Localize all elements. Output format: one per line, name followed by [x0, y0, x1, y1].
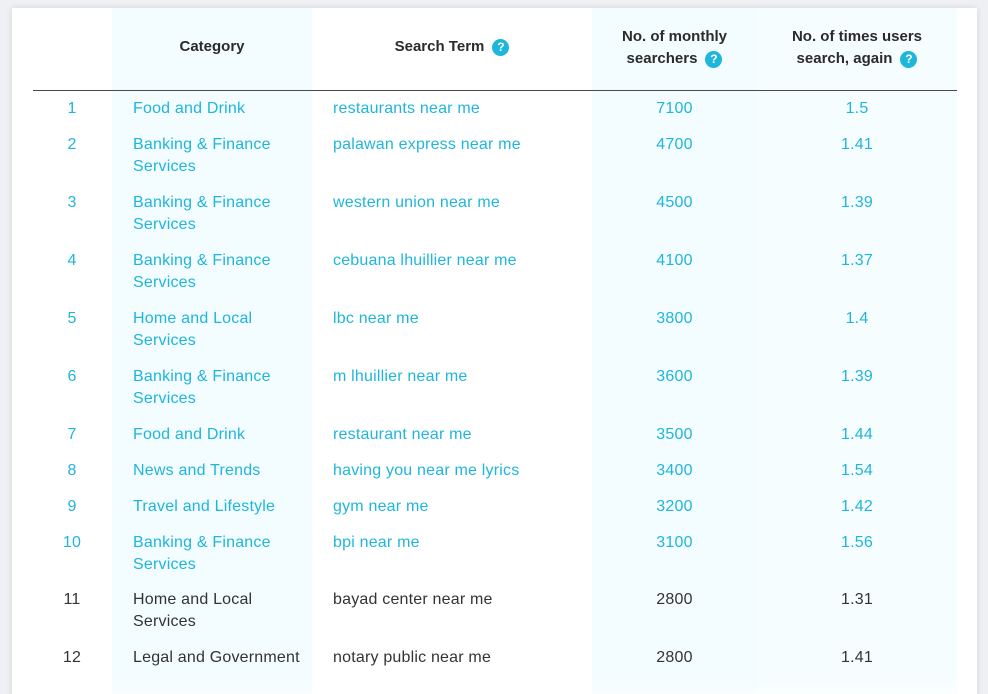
- category-cell: Home and Local Services: [133, 591, 253, 630]
- header-again-line2: search, again: [796, 50, 893, 67]
- search-again-cell: 1.31: [841, 591, 873, 608]
- rank-number: 1: [67, 100, 77, 117]
- rank-number: 12: [62, 649, 82, 666]
- help-icon[interactable]: ?: [900, 51, 917, 68]
- header-again-line1: No. of times users: [791, 28, 923, 45]
- search-term-cell[interactable]: restaurant near me: [333, 426, 472, 443]
- category-cell[interactable]: Banking & Finance Services: [133, 194, 271, 233]
- rank-number: 6: [67, 368, 77, 385]
- help-icon[interactable]: ?: [492, 39, 509, 56]
- header-monthly-searchers: [592, 26, 757, 70]
- monthly-searchers-cell: 3600: [656, 368, 693, 385]
- monthly-searchers-cell: 3100: [656, 534, 693, 551]
- monthly-searchers-cell: 7100: [656, 100, 693, 117]
- rank-number: 4: [67, 252, 77, 269]
- header-category-label: Category: [179, 38, 245, 55]
- category-cell[interactable]: Banking & Finance Services: [133, 534, 271, 573]
- search-again-cell: 1.4: [845, 310, 869, 327]
- category-cell[interactable]: News and Trends: [133, 462, 261, 479]
- search-term-cell[interactable]: having you near me lyrics: [333, 462, 520, 479]
- category-cell[interactable]: Banking & Finance Services: [133, 136, 271, 175]
- category-cell[interactable]: Home and Local Services: [133, 310, 253, 349]
- search-again-cell: 1.56: [841, 534, 873, 551]
- header-divider: [33, 90, 957, 91]
- search-again-cell: 1.54: [841, 462, 873, 479]
- category-cell[interactable]: Banking & Finance Services: [133, 368, 271, 407]
- search-again-cell: 1.39: [841, 194, 873, 211]
- search-again-cell: 1.42: [841, 498, 873, 515]
- search-term-cell[interactable]: restaurants near me: [333, 100, 480, 117]
- header-monthly-line2: searchers: [626, 50, 698, 67]
- monthly-searchers-cell: 3200: [656, 498, 693, 515]
- search-again-cell: 1.44: [841, 426, 873, 443]
- category-cell[interactable]: Travel and Lifestyle: [133, 498, 276, 515]
- header-search-term-label: Search Term: [394, 38, 485, 55]
- header-search-term: [312, 36, 592, 58]
- category-cell: Legal and Government: [133, 649, 300, 666]
- search-again-cell: 1.41: [841, 649, 873, 666]
- search-again-cell: 1.41: [841, 136, 873, 153]
- monthly-searchers-cell: 2800: [656, 591, 693, 608]
- monthly-searchers-cell: 3400: [656, 462, 693, 479]
- header-monthly-line1: No. of monthly: [622, 28, 727, 45]
- rank-number: 9: [67, 498, 77, 515]
- category-cell[interactable]: Food and Drink: [133, 426, 246, 443]
- search-term-cell: notary public near me: [333, 649, 492, 666]
- rank-number: 3: [67, 194, 77, 211]
- monthly-searchers-cell: 4700: [656, 136, 693, 153]
- search-term-cell[interactable]: gym near me: [333, 498, 429, 515]
- category-cell[interactable]: Food and Drink: [133, 100, 246, 117]
- search-term-cell[interactable]: western union near me: [333, 194, 500, 211]
- search-term-cell[interactable]: bpi near me: [333, 534, 420, 551]
- rank-number: 2: [67, 136, 77, 153]
- search-term-cell[interactable]: palawan express near me: [333, 136, 521, 153]
- rank-number: 10: [62, 534, 82, 551]
- rank-number: 11: [63, 591, 81, 608]
- search-term-cell[interactable]: m lhuillier near me: [333, 368, 468, 385]
- search-again-cell: 1.37: [841, 252, 873, 269]
- monthly-searchers-cell: 3800: [656, 310, 693, 327]
- monthly-searchers-cell: 3500: [656, 426, 693, 443]
- rank-number: 8: [67, 462, 77, 479]
- search-again-cell: 1.5: [845, 100, 869, 117]
- search-term-cell: bayad center near me: [333, 591, 493, 608]
- header-category: [112, 36, 312, 58]
- search-term-cell[interactable]: lbc near me: [333, 310, 419, 327]
- rank-number: 7: [67, 426, 77, 443]
- category-cell[interactable]: Banking & Finance Services: [133, 252, 271, 291]
- results-table-card: [12, 8, 977, 694]
- search-term-cell[interactable]: cebuana lhuillier near me: [333, 252, 517, 269]
- monthly-searchers-cell: 4500: [656, 194, 693, 211]
- rank-number: 5: [67, 310, 77, 327]
- help-icon[interactable]: ?: [705, 51, 722, 68]
- monthly-searchers-cell: 4100: [656, 252, 693, 269]
- monthly-searchers-cell: 2800: [656, 649, 693, 666]
- header-search-again: [757, 26, 957, 70]
- search-again-cell: 1.39: [841, 368, 873, 385]
